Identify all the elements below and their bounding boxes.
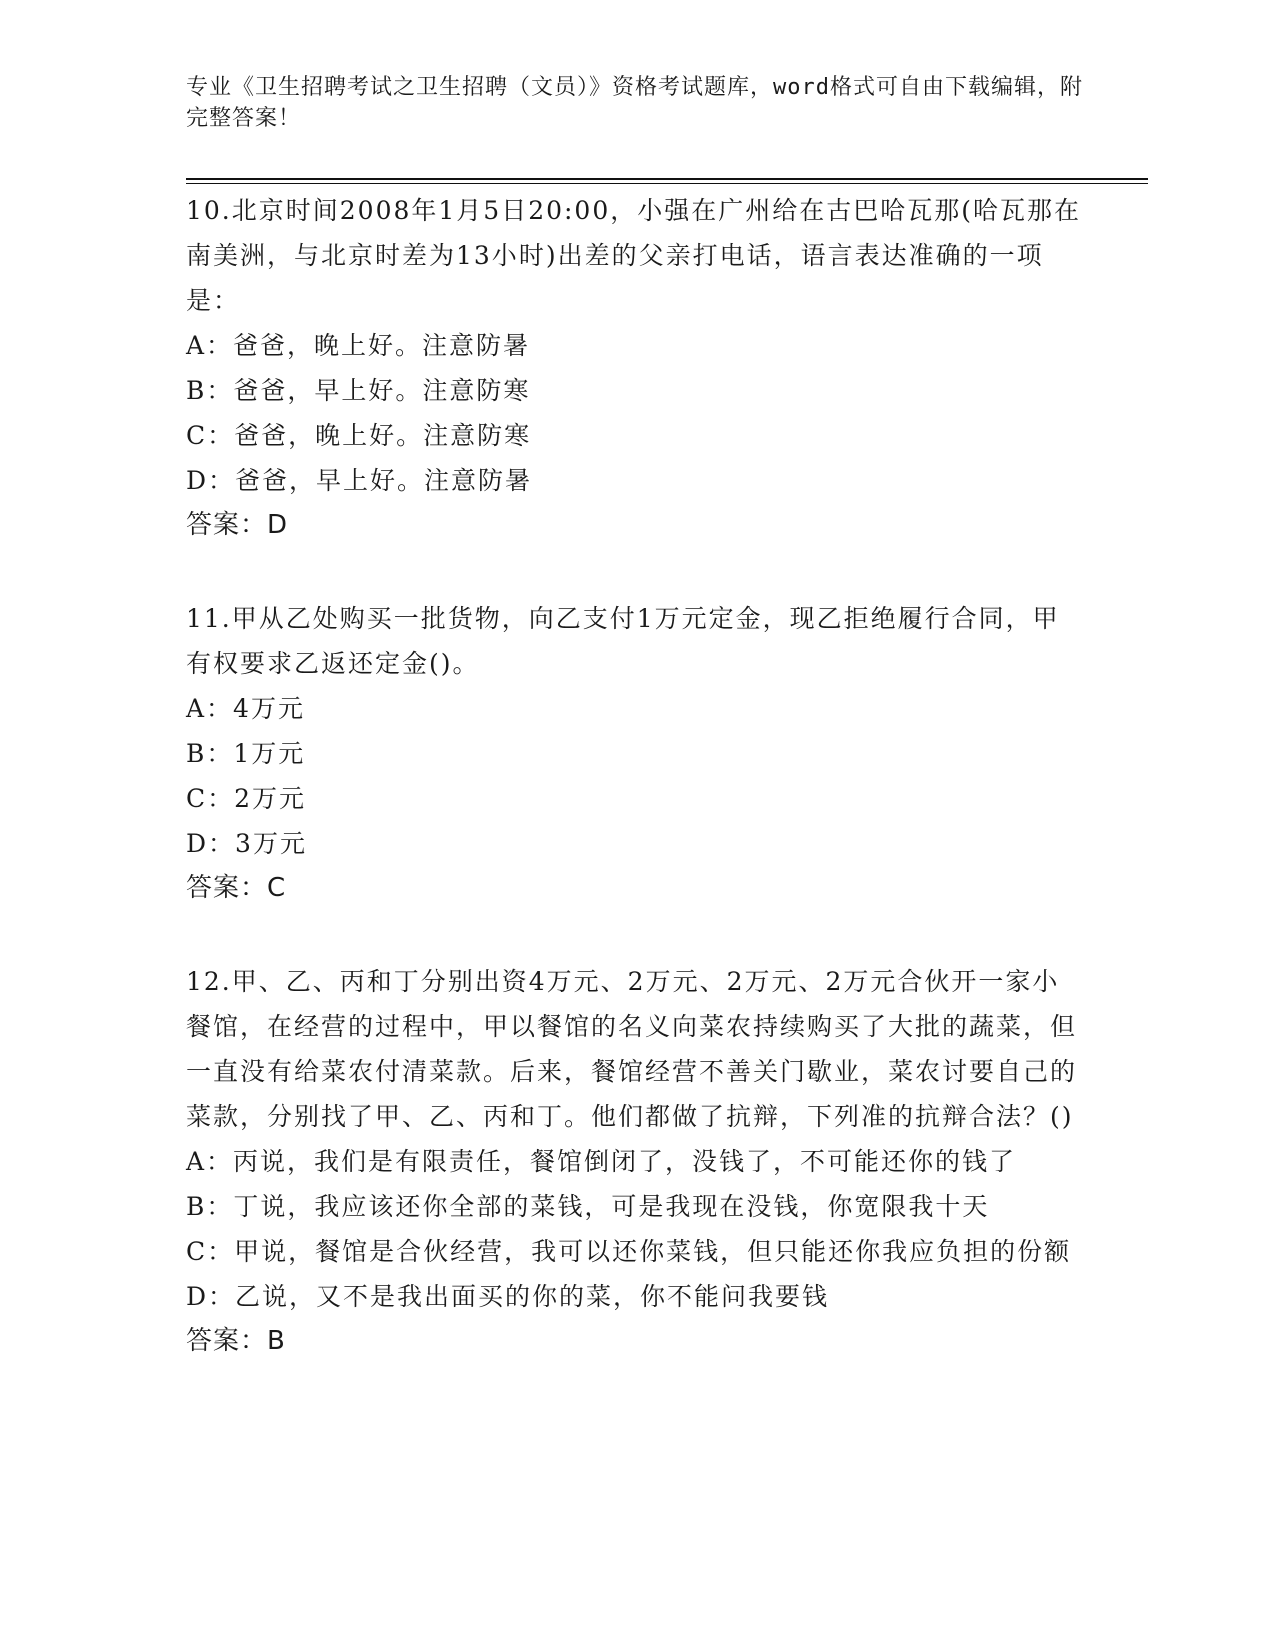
- option-a: A：爸爸，晚上好。注意防暑: [186, 331, 531, 360]
- option-d: D：乙说，又不是我出面买的你的菜，你不能问我要钱: [186, 1282, 830, 1311]
- question-text: 12.甲、乙、丙和丁分别出资4万元、2万元、2万元、2万元合伙开一家小餐馆，在经营的过程中，甲以餐馆的名义向菜农持续购买了大批的蔬菜，但一直没有给菜农付清菜款。后来，餐馆经营不善关门歇业，菜农讨要自己的菜款，分别找了甲、乙、丙和丁。他们都做了抗辩，下列准的抗辩合法？(): [186, 967, 1078, 1131]
- question-10: [186, 188, 1086, 548]
- option-d: D：3万元: [186, 829, 307, 858]
- answer-line: 答案：B: [186, 1326, 286, 1356]
- option-a: A：丙说，我们是有限责任，餐馆倒闭了，没钱了，不可能还你的钱了: [186, 1147, 1017, 1176]
- question-list: [186, 188, 1086, 1412]
- question-text: 11.甲从乙处购买一批货物，向乙支付1万元定金，现乙拒绝履行合同，甲有权要求乙返还定金()。: [186, 604, 1060, 678]
- option-c: C：爸爸，晚上好。注意防寒: [186, 421, 532, 450]
- header-rule-thin: [186, 183, 1148, 184]
- header-rule-thick: [186, 178, 1148, 180]
- page-header: 专业《卫生招聘考试之卫生招聘（文员）》资格考试题库，word格式可自由下载编辑，附完整答案！: [186, 75, 1083, 131]
- answer-line: 答案：C: [186, 873, 287, 903]
- question-text: 10.北京时间2008年1月5日20:00，小强在广州给在古巴哈瓦那(哈瓦那在南美洲，与北京时差为13小时)出差的父亲打电话，语言表达准确的一项是：: [186, 196, 1081, 315]
- option-b: B：爸爸，早上好。注意防寒: [186, 376, 531, 405]
- option-b: B：丁说，我应该还你全部的菜钱，可是我现在没钱，你宽限我十天: [186, 1192, 990, 1221]
- option-d: D：爸爸，早上好。注意防暑: [186, 466, 533, 495]
- question-11: [186, 596, 1086, 911]
- answer-line: 答案：D: [186, 510, 289, 540]
- option-c: C：甲说，餐馆是合伙经营，我可以还你菜钱，但只能还你我应负担的份额: [186, 1237, 1072, 1266]
- option-c: C：2万元: [186, 784, 307, 813]
- option-a: A：4万元: [186, 694, 305, 723]
- question-12: [186, 959, 1086, 1364]
- option-b: B：1万元: [186, 739, 306, 768]
